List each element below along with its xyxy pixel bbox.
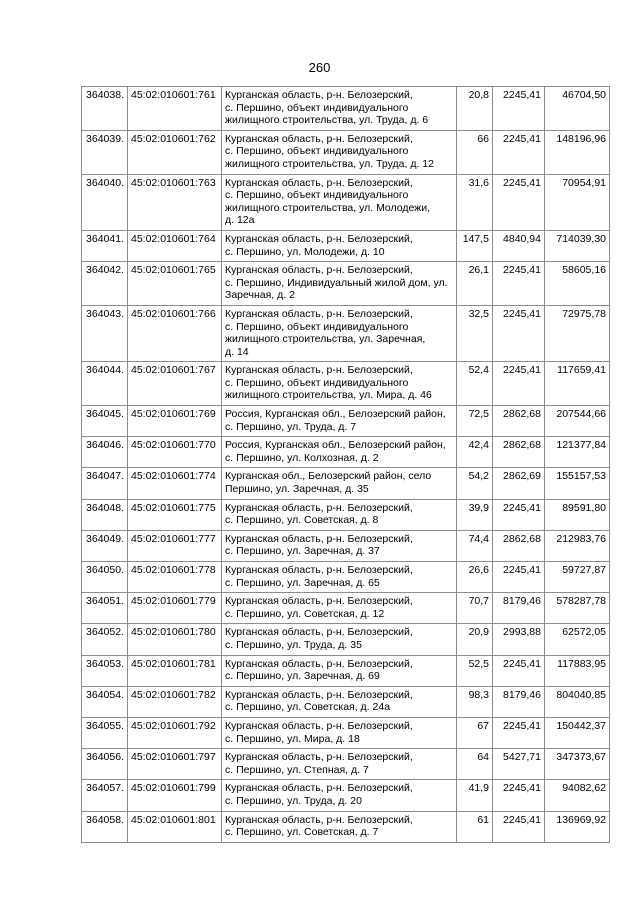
address-line: с. Першино, ул. Степная, д. 7	[225, 763, 369, 776]
area-cell: 72,5	[457, 406, 493, 437]
cadastral-number-cell: 45:02:010601:780	[128, 624, 222, 655]
record-number-cell: 364049.	[82, 530, 128, 561]
record-number-cell: 364052.	[82, 624, 128, 655]
address-line: с. Першино, ул. Труда, д. 7	[225, 420, 357, 433]
unit-price-cell: 2245,41	[493, 655, 545, 686]
record-number-cell: 364058.	[82, 811, 128, 842]
area-cell: 31,6	[457, 174, 493, 230]
cadastral-value-cell: 714039,30	[545, 230, 610, 261]
record-number-cell: 364053.	[82, 655, 128, 686]
address-line: с. Першино, объект индивидуального	[225, 101, 409, 114]
unit-price-cell: 2245,41	[493, 717, 545, 748]
cadastral-value-cell: 121377,84	[545, 437, 610, 468]
cadastral-value-cell: 72975,78	[545, 305, 610, 361]
table-row	[82, 406, 610, 437]
table-row	[82, 362, 610, 406]
record-number-cell: 364046.	[82, 437, 128, 468]
area-cell: 20,9	[457, 624, 493, 655]
area-cell: 67	[457, 717, 493, 748]
area-cell: 61	[457, 811, 493, 842]
address-line: Заречная, д. 2	[225, 289, 295, 302]
record-number-cell: 364044.	[82, 362, 128, 406]
table-row	[82, 530, 610, 561]
area-cell: 20,8	[457, 87, 493, 131]
cadastral-value-cell: 578287,78	[545, 593, 610, 624]
record-number-cell: 364055.	[82, 717, 128, 748]
cadastral-number-cell: 45:02:010601:781	[128, 655, 222, 686]
unit-price-cell: 2862,68	[493, 406, 545, 437]
address-line: Курганская область, р-н. Белозерский,	[225, 532, 413, 545]
unit-price-cell: 2245,41	[493, 362, 545, 406]
property-registry-table	[81, 86, 610, 843]
address-cell	[222, 305, 457, 361]
address-line: жилищного строительства, ул. Труда, д. 12	[225, 157, 434, 170]
address-cell	[222, 437, 457, 468]
address-line: с. Першино, ул. Заречная, д. 37	[225, 545, 380, 558]
unit-price-cell: 2245,41	[493, 811, 545, 842]
unit-price-cell: 2245,41	[493, 262, 545, 306]
page-number: 260	[308, 60, 331, 75]
address-line: жилищного строительства, ул. Молодежи,	[225, 201, 431, 214]
address-line: Курганская область, р-н. Белозерский,	[225, 176, 413, 189]
address-line: с. Першино, ул. Труда, д. 35	[225, 638, 362, 651]
area-cell: 52,5	[457, 655, 493, 686]
unit-price-cell: 8179,46	[493, 593, 545, 624]
table-row	[82, 305, 610, 361]
cadastral-number-cell: 45:02:010601:770	[128, 437, 222, 468]
area-cell: 41,9	[457, 780, 493, 811]
unit-price-cell: 2245,41	[493, 562, 545, 593]
record-number-cell: 364054.	[82, 686, 128, 717]
address-cell	[222, 499, 457, 530]
record-number-cell: 364051.	[82, 593, 128, 624]
cadastral-number-cell: 45:02:010601:761	[128, 87, 222, 131]
area-cell: 70,7	[457, 593, 493, 624]
unit-price-cell: 2245,41	[493, 130, 545, 174]
address-line: с. Першино, объект индивидуального	[225, 376, 409, 389]
table-row	[82, 780, 610, 811]
unit-price-cell: 2862,68	[493, 437, 545, 468]
address-cell	[222, 468, 457, 499]
table-row	[82, 437, 610, 468]
address-cell	[222, 362, 457, 406]
address-line: Россия, Курганская обл., Белозерский район,	[225, 408, 446, 421]
address-line: с. Першино, объект индивидуального	[225, 145, 409, 158]
address-line: Курганская область, р-н. Белозерский,	[225, 657, 413, 670]
table-row	[82, 262, 610, 306]
unit-price-cell: 2245,41	[493, 87, 545, 131]
table-row	[82, 749, 610, 780]
cadastral-number-cell: 45:02:010601:778	[128, 562, 222, 593]
address-line: с. Першино, ул. Советская, д. 7	[225, 826, 379, 839]
area-cell: 66	[457, 130, 493, 174]
address-line: Курганская область, р-н. Белозерский,	[225, 307, 413, 320]
unit-price-cell: 2245,41	[493, 305, 545, 361]
address-cell	[222, 562, 457, 593]
area-cell: 26,6	[457, 562, 493, 593]
cadastral-value-cell: 89591,80	[545, 499, 610, 530]
address-line: с. Першино, ул. Заречная, д. 65	[225, 576, 380, 589]
cadastral-number-cell: 45:02:010601:782	[128, 686, 222, 717]
address-line: Курганская область, р-н. Белозерский,	[225, 626, 413, 639]
address-line: с. Першино, ул. Труда, д. 20	[225, 794, 362, 807]
address-cell	[222, 406, 457, 437]
address-line: с. Першино, ул. Советская, д. 24а	[225, 701, 391, 714]
cadastral-value-cell: 148196,96	[545, 130, 610, 174]
unit-price-cell: 2245,41	[493, 174, 545, 230]
cadastral-number-cell: 45:02:010601:765	[128, 262, 222, 306]
cadastral-value-cell: 117883,95	[545, 655, 610, 686]
table-row	[82, 655, 610, 686]
unit-price-cell: 8179,46	[493, 686, 545, 717]
record-number-cell: 364048.	[82, 499, 128, 530]
address-cell	[222, 749, 457, 780]
address-line: Курганская область, р-н. Белозерский,	[225, 501, 413, 514]
address-line: жилищного строительства, ул. Мира, д. 46	[225, 389, 432, 402]
address-line: Курганская область, р-н. Белозерский,	[225, 719, 413, 732]
table-row	[82, 717, 610, 748]
address-line: Першино, ул. Заречная, д. 35	[225, 483, 369, 496]
record-number-cell: 364056.	[82, 749, 128, 780]
cadastral-value-cell: 59727,87	[545, 562, 610, 593]
area-cell: 74,4	[457, 530, 493, 561]
address-line: Курганская область, р-н. Белозерский,	[225, 688, 413, 701]
cadastral-number-cell: 45:02:010601:762	[128, 130, 222, 174]
address-cell	[222, 717, 457, 748]
table-row	[82, 624, 610, 655]
area-cell: 98,3	[457, 686, 493, 717]
address-line: с. Першино, ул. Колхозная, д. 2	[225, 451, 379, 464]
address-line: с. Першино, объект индивидуального	[225, 320, 409, 333]
record-number-cell: 364042.	[82, 262, 128, 306]
address-line: Курганская область, р-н. Белозерский,	[225, 564, 413, 576]
cadastral-number-cell: 45:02:010601:797	[128, 749, 222, 780]
address-line: с. Першино, ул. Советская, д. 8	[225, 514, 379, 527]
record-number-cell: 364039.	[82, 130, 128, 174]
cadastral-number-cell: 45:02:010601:769	[128, 406, 222, 437]
cadastral-value-cell: 150442,37	[545, 717, 610, 748]
address-line: с. Першино, Индивидуальный жилой дом, ул.	[225, 276, 448, 289]
address-line: Курганская область, р-н. Белозерский,	[225, 132, 413, 145]
address-line: Курганская область, р-н. Белозерский,	[225, 232, 413, 245]
unit-price-cell: 2245,41	[493, 499, 545, 530]
address-line: Курганская обл., Белозерский район, село	[225, 470, 432, 483]
area-cell: 147,5	[457, 230, 493, 261]
cadastral-number-cell: 45:02:010601:767	[128, 362, 222, 406]
cadastral-value-cell: 94082,62	[545, 780, 610, 811]
address-line: д. 12а	[225, 214, 255, 227]
address-cell	[222, 593, 457, 624]
address-cell	[222, 262, 457, 306]
cadastral-value-cell: 62572,05	[545, 624, 610, 655]
address-line: с. Першино, объект индивидуального	[225, 189, 409, 202]
cadastral-value-cell: 58605,16	[545, 262, 610, 306]
cadastral-number-cell: 45:02:010601:764	[128, 230, 222, 261]
cadastral-value-cell: 117659,41	[545, 362, 610, 406]
unit-price-cell: 2862,68	[493, 530, 545, 561]
area-cell: 52,4	[457, 362, 493, 406]
address-cell	[222, 530, 457, 561]
address-cell	[222, 686, 457, 717]
area-cell: 26,1	[457, 262, 493, 306]
cadastral-value-cell: 347373,67	[545, 749, 610, 780]
cadastral-value-cell: 207544,66	[545, 406, 610, 437]
cadastral-value-cell: 212983,76	[545, 530, 610, 561]
address-line: д. 14	[225, 345, 249, 358]
address-line: Курганская область, р-н. Белозерский,	[225, 782, 413, 795]
area-cell: 64	[457, 749, 493, 780]
cadastral-number-cell: 45:02:010601:763	[128, 174, 222, 230]
record-number-cell: 364038.	[82, 87, 128, 131]
unit-price-cell: 2245,41	[493, 780, 545, 811]
address-cell	[222, 780, 457, 811]
cadastral-value-cell: 46704,50	[545, 87, 610, 131]
record-number-cell: 364041.	[82, 230, 128, 261]
table-row	[82, 87, 610, 131]
address-line: Курганская область, р-н. Белозерский,	[225, 264, 413, 277]
cadastral-number-cell: 45:02:010601:792	[128, 717, 222, 748]
record-number-cell: 364050.	[82, 562, 128, 593]
address-line: Россия, Курганская обл., Белозерский район,	[225, 439, 446, 452]
table-row	[82, 130, 610, 174]
cadastral-number-cell: 45:02:010601:777	[128, 530, 222, 561]
registry-body	[82, 87, 610, 843]
record-number-cell: 364047.	[82, 468, 128, 499]
area-cell: 54,2	[457, 468, 493, 499]
address-cell	[222, 811, 457, 842]
record-number-cell: 364045.	[82, 406, 128, 437]
address-line: Курганская область, р-н. Белозерский,	[225, 751, 413, 764]
area-cell: 42,4	[457, 437, 493, 468]
address-line: с. Першино, ул. Молодежи, д. 10	[225, 245, 385, 258]
address-cell	[222, 174, 457, 230]
address-cell	[222, 624, 457, 655]
table-row	[82, 811, 610, 842]
record-number-cell: 364043.	[82, 305, 128, 361]
cadastral-number-cell: 45:02:010601:779	[128, 593, 222, 624]
address-cell	[222, 130, 457, 174]
address-cell	[222, 87, 457, 131]
address-cell	[222, 230, 457, 261]
address-line: жилищного строительства, ул. Заречная,	[225, 333, 426, 346]
record-number-cell: 364040.	[82, 174, 128, 230]
address-line: Курганская область, р-н. Белозерский,	[225, 595, 413, 608]
unit-price-cell: 5427,71	[493, 749, 545, 780]
table-row	[82, 562, 610, 593]
cadastral-value-cell: 804040,85	[545, 686, 610, 717]
table-row	[82, 686, 610, 717]
table-row	[82, 593, 610, 624]
cadastral-number-cell: 45:02:010601:775	[128, 499, 222, 530]
address-line: Курганская область, р-н. Белозерский,	[225, 364, 413, 377]
table-row	[82, 230, 610, 261]
cadastral-number-cell: 45:02:010601:801	[128, 811, 222, 842]
address-line: с. Першино, ул. Советская, д. 12	[225, 607, 385, 620]
unit-price-cell: 2993,88	[493, 624, 545, 655]
area-cell: 39,9	[457, 499, 493, 530]
cadastral-value-cell: 136969,92	[545, 811, 610, 842]
cadastral-value-cell: 70954,91	[545, 174, 610, 230]
address-line: Курганская область, р-н. Белозерский,	[225, 89, 413, 101]
cadastral-number-cell: 45:02:010601:766	[128, 305, 222, 361]
address-line: с. Першино, ул. Мира, д. 18	[225, 732, 360, 745]
table-row	[82, 174, 610, 230]
table-row	[82, 499, 610, 530]
cadastral-value-cell: 155157,53	[545, 468, 610, 499]
address-line: Курганская область, р-н. Белозерский,	[225, 813, 413, 826]
cadastral-number-cell: 45:02:010601:774	[128, 468, 222, 499]
address-line: с. Першино, ул. Заречная, д. 69	[225, 670, 380, 683]
record-number-cell: 364057.	[82, 780, 128, 811]
area-cell: 32,5	[457, 305, 493, 361]
address-line: жилищного строительства, ул. Труда, д. 6	[225, 114, 429, 127]
unit-price-cell: 4840,94	[493, 230, 545, 261]
table-row	[82, 468, 610, 499]
address-cell	[222, 655, 457, 686]
cadastral-number-cell: 45:02:010601:799	[128, 780, 222, 811]
unit-price-cell: 2862,69	[493, 468, 545, 499]
